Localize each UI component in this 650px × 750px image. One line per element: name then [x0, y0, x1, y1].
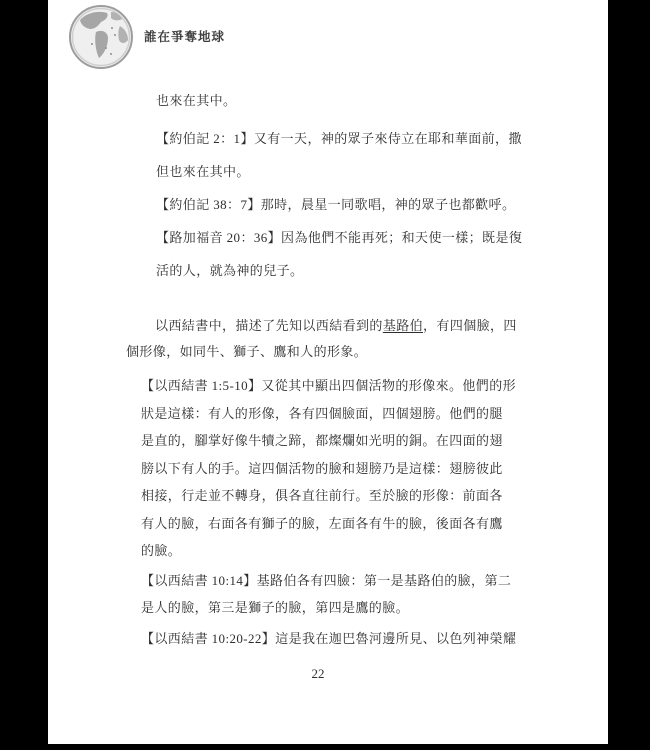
text-line: 是人的臉，第三是獅子的臉，第四是鷹的臉。 — [141, 600, 410, 615]
block-quote-luke-20-36 — [48, 221, 608, 287]
block-quote-ezekiel-10-14 — [48, 567, 608, 622]
block-prev-quote-continuation — [48, 84, 608, 117]
page-header — [48, 0, 608, 80]
text-segment: ，有四個臉，四 — [423, 318, 517, 333]
block-quote-job-2-1 — [48, 122, 608, 188]
text-line: 但也來在其中。 — [156, 164, 250, 179]
text-line: 【以西結書 10:14】基路伯各有四臉：第一是基路伯的臉，第二 — [141, 572, 512, 588]
page-content — [48, 84, 608, 652]
text-line — [126, 313, 608, 339]
block-para-ezekiel-intro — [48, 313, 608, 365]
text-line: 【以西結書 1:5-10】又從其中顯出四個活物的形像來。他們的形 — [141, 378, 516, 393]
text-line: 相接，行走並不轉身，俱各直往前行。至於臉的形像：前面各 — [141, 488, 503, 503]
page-number: 22 — [311, 666, 325, 681]
underlined-term: 基路伯 — [382, 318, 424, 333]
globe-icon — [68, 4, 134, 70]
book-page — [48, 0, 608, 744]
text-line: 個形像，如同牛、獅子、鷹和人的形象。 — [126, 344, 368, 359]
text-line: 的臉。 — [141, 543, 182, 558]
text-line: 【約伯記 38：7】那時，晨星一同歌唱，神的眾子也都歡呼。 — [156, 197, 516, 212]
block-quote-job-38-7 — [48, 188, 608, 221]
text-line: 有人的臉，右面各有獅子的臉，左面各有牛的臉，後面各有鷹 — [141, 515, 503, 531]
block-quote-ezekiel-1-5-10 — [48, 372, 608, 565]
text-line: 【以西結書 10:20-22】這是我在迦巴魯河邊所見、以色列神榮耀 — [141, 630, 517, 646]
text-line: 【路加福音 20：36】因為他們不能再死；和天使一樣；既是復 — [156, 230, 523, 245]
text-line: 活的人，就為神的兒子。 — [156, 263, 304, 278]
text-line: 狀是這樣：有人的形像，各有四個臉面，四個翅膀。他們的腿 — [141, 405, 503, 421]
book-title: 誰在爭奪地球 — [144, 30, 226, 44]
text-segment: 以西結書中，描述了先知以西結看到的 — [155, 318, 383, 333]
text-line: 【約伯記 2：1】又有一天，神的眾子來侍立在耶和華面前，撒 — [156, 131, 522, 146]
text-line: 膀以下有人的手。這四個活物的臉和翅膀乃是這樣：翅膀彼此 — [141, 460, 503, 476]
block-quote-ezekiel-10-20-22 — [48, 625, 608, 653]
text-line: 是直的，腳掌好像牛犢之蹄，都燦爛如光明的銅。在四面的翅 — [141, 433, 503, 448]
text-line: 也來在其中。 — [156, 93, 237, 108]
